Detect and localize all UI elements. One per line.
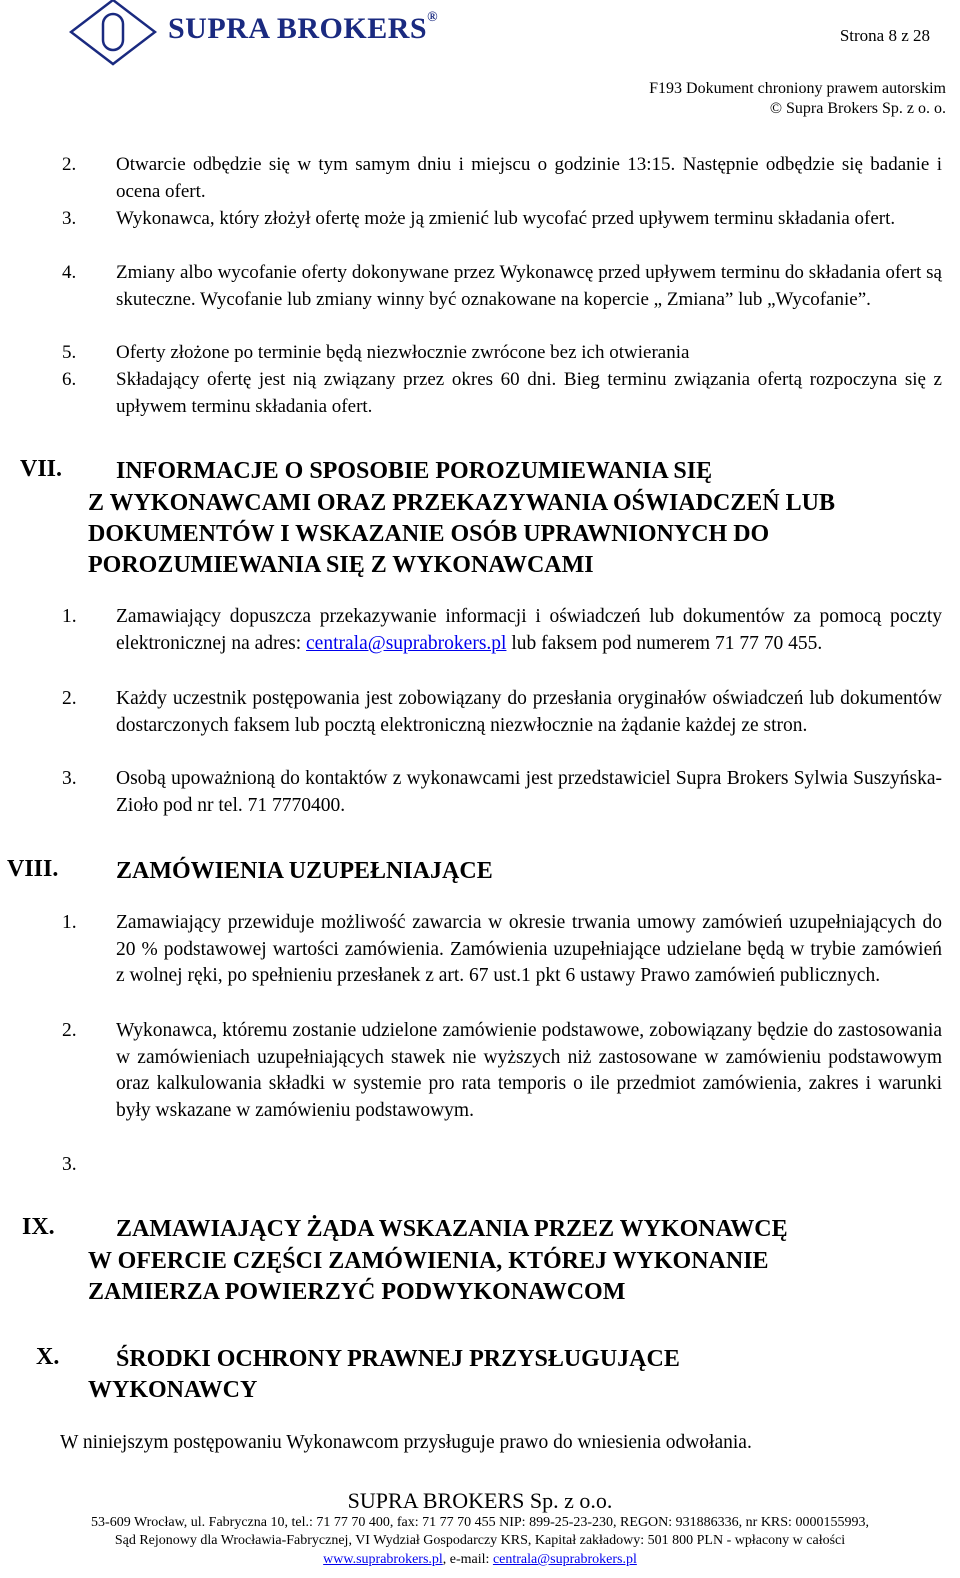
page-number: Strona 8 z 28: [839, 26, 930, 45]
list-item: 2. Każdy uczestnik postępowania jest zobowiązany do przesłania oryginałów oświadczeń lub dokumentów dostarczonych faksem lub pocztą elektroniczną niezwłocznie na żądanie każdej ze stron.: [62, 688, 942, 736]
list-item: 1. Zamawiający dopuszcza przekazywanie informacji i oświadczeń lub dokumentów za pomocą poczty elektronicznej na adres: centrala@suprabrokers.pl lub faksem pod numerem 71 77 70 455.: [62, 606, 942, 654]
section-number: VIII.: [7, 856, 59, 882]
footer-court: Sąd Rejonowy dla Wrocławia-Fabrycznej, VI Wydział Gospodarczy KRS, Kapitał zakładowy: 501 800 PLN - wpłacony w całości: [114, 1533, 846, 1548]
section-number: VII.: [20, 456, 63, 482]
section-title-cont: Z WYKONAWCAMI ORAZ PRZEKAZYWANIA OŚWIADCZEŃ LUB DOKUMENTÓW I WSKAZANIE OSÓB UPRAWNIONYCH DO POROZUMIEWANIA SIĘ Z WYKONAWCAMI: [88, 490, 835, 578]
doc-code: F193 Dokument chroniony prawem autorskim: [649, 80, 946, 97]
list-item: 2. Otwarcie odbędzie się w tym samym dniu i miejscu o godzinie 13:15. Następnie odbędzie się badanie i ocena ofert.: [62, 154, 942, 202]
section-number: X.: [36, 1344, 60, 1370]
section-title: ŚRODKI OCHRONY PRAWNEJ PRZYSŁUGUJĄCE: [116, 1346, 680, 1372]
email-link[interactable]: centrala@suprabrokers.pl: [492, 1552, 637, 1567]
logo-diamond-icon: [69, 0, 157, 66]
list-item: 3. Osobą upoważnioną do kontaktów z wykonawcami jest przedstawiciel Supra Brokers Sylwia Suszyńska-Zioło pod nr tel. 71 7770400.: [62, 768, 942, 816]
list-item: 5. Oferty złożone po terminie będą niezwłocznie zwrócone bez ich otwierania: [62, 342, 690, 363]
section-title-line: WYKONAWCY: [88, 1377, 258, 1403]
brand-name: SUPRA BROKERS®: [168, 10, 439, 45]
section-title: INFORMACJE O SPOSOBIE POROZUMIEWANIA SIĘ: [116, 458, 713, 484]
paragraph: W niniejszym postępowaniu Wykonawcom przysługuje prawo do wniesienia odwołania.: [60, 1432, 752, 1453]
website-link[interactable]: www.suprabrokers.pl: [323, 1552, 443, 1567]
section-title: ZAMÓWIENIA UZUPEŁNIAJĄCE: [116, 858, 493, 884]
email-link[interactable]: centrala@suprabrokers.pl: [306, 632, 507, 654]
list-item: 6. Składający ofertę jest nią związany przez okres 60 dni. Bieg terminu związania ofertą rozpoczyna się z upływem terminu składania ofert.: [62, 369, 942, 417]
list-item: 2. Wykonawca, któremu zostanie udzielone zamówienie podstawowe, zobowiązany będzie do zastosowania w zamówieniach uzupełniających stawek nie wyższych niż zastosowane w zamówieniu podstawowym oraz kalkulowania składki w systemie pro rata temporis o ile przedmiot zamówienia, zakres i warunki były wskazane w zamówieniu podstawowym.: [62, 1020, 942, 1122]
list-item: 3. Wykonawca, który złożył ofertę może ją zmienić lub wycofać przed upływem terminu składania ofert.: [62, 208, 896, 229]
section-title: ZAMAWIAJĄCY ŻĄDA WSKAZANIA PRZEZ WYKONAWCĘ: [116, 1216, 788, 1242]
section-number: IX.: [22, 1214, 55, 1240]
registered-mark: ®: [427, 10, 439, 25]
section-title-line: ZAMIERZA POWIERZYĆ PODWYKONAWCOM: [88, 1279, 626, 1305]
footer-contact: www.suprabrokers.pl, e-mail: centrala@suprabrokers.pl: [323, 1552, 637, 1567]
section-title-line: W OFERCIE CZĘŚCI ZAMÓWIENIA, KTÓREJ WYKONANIE: [88, 1248, 769, 1274]
copyright: © Supra Brokers Sp. z o. o.: [769, 100, 946, 117]
footer-company: SUPRA BROKERS Sp. z o.o.: [347, 1488, 613, 1513]
list-item: 3.: [62, 1154, 77, 1175]
list-item: 1. Zamawiający przewiduje możliwość zawarcia w okresie trwania umowy zamówień uzupełniających do 20 % podstawowej wartości zamówienia. Zamówienia uzupełniające udzielane będą w trybie zamówień z wolnej ręki, po spełnieniu przesłanek z art. 67 ust.1 pkt 6 ustawy Prawo zamówień publicznych.: [62, 912, 942, 987]
list-item: 4. Zmiany albo wycofanie oferty dokonywane przez Wykonawcę przed upływem terminu do składania ofert są skuteczne. Wycofanie lub zmiany winny być oznakowane na kopercie „ Zmiana” lub „Wycofanie”.: [62, 262, 942, 310]
footer-address: 53-609 Wrocław, ul. Fabryczna 10, tel.: 71 77 70 400, fax: 71 77 70 455 NIP: 899-25-23-230, REGON: 931886336, nr KRS: 0000155993,: [91, 1515, 869, 1530]
